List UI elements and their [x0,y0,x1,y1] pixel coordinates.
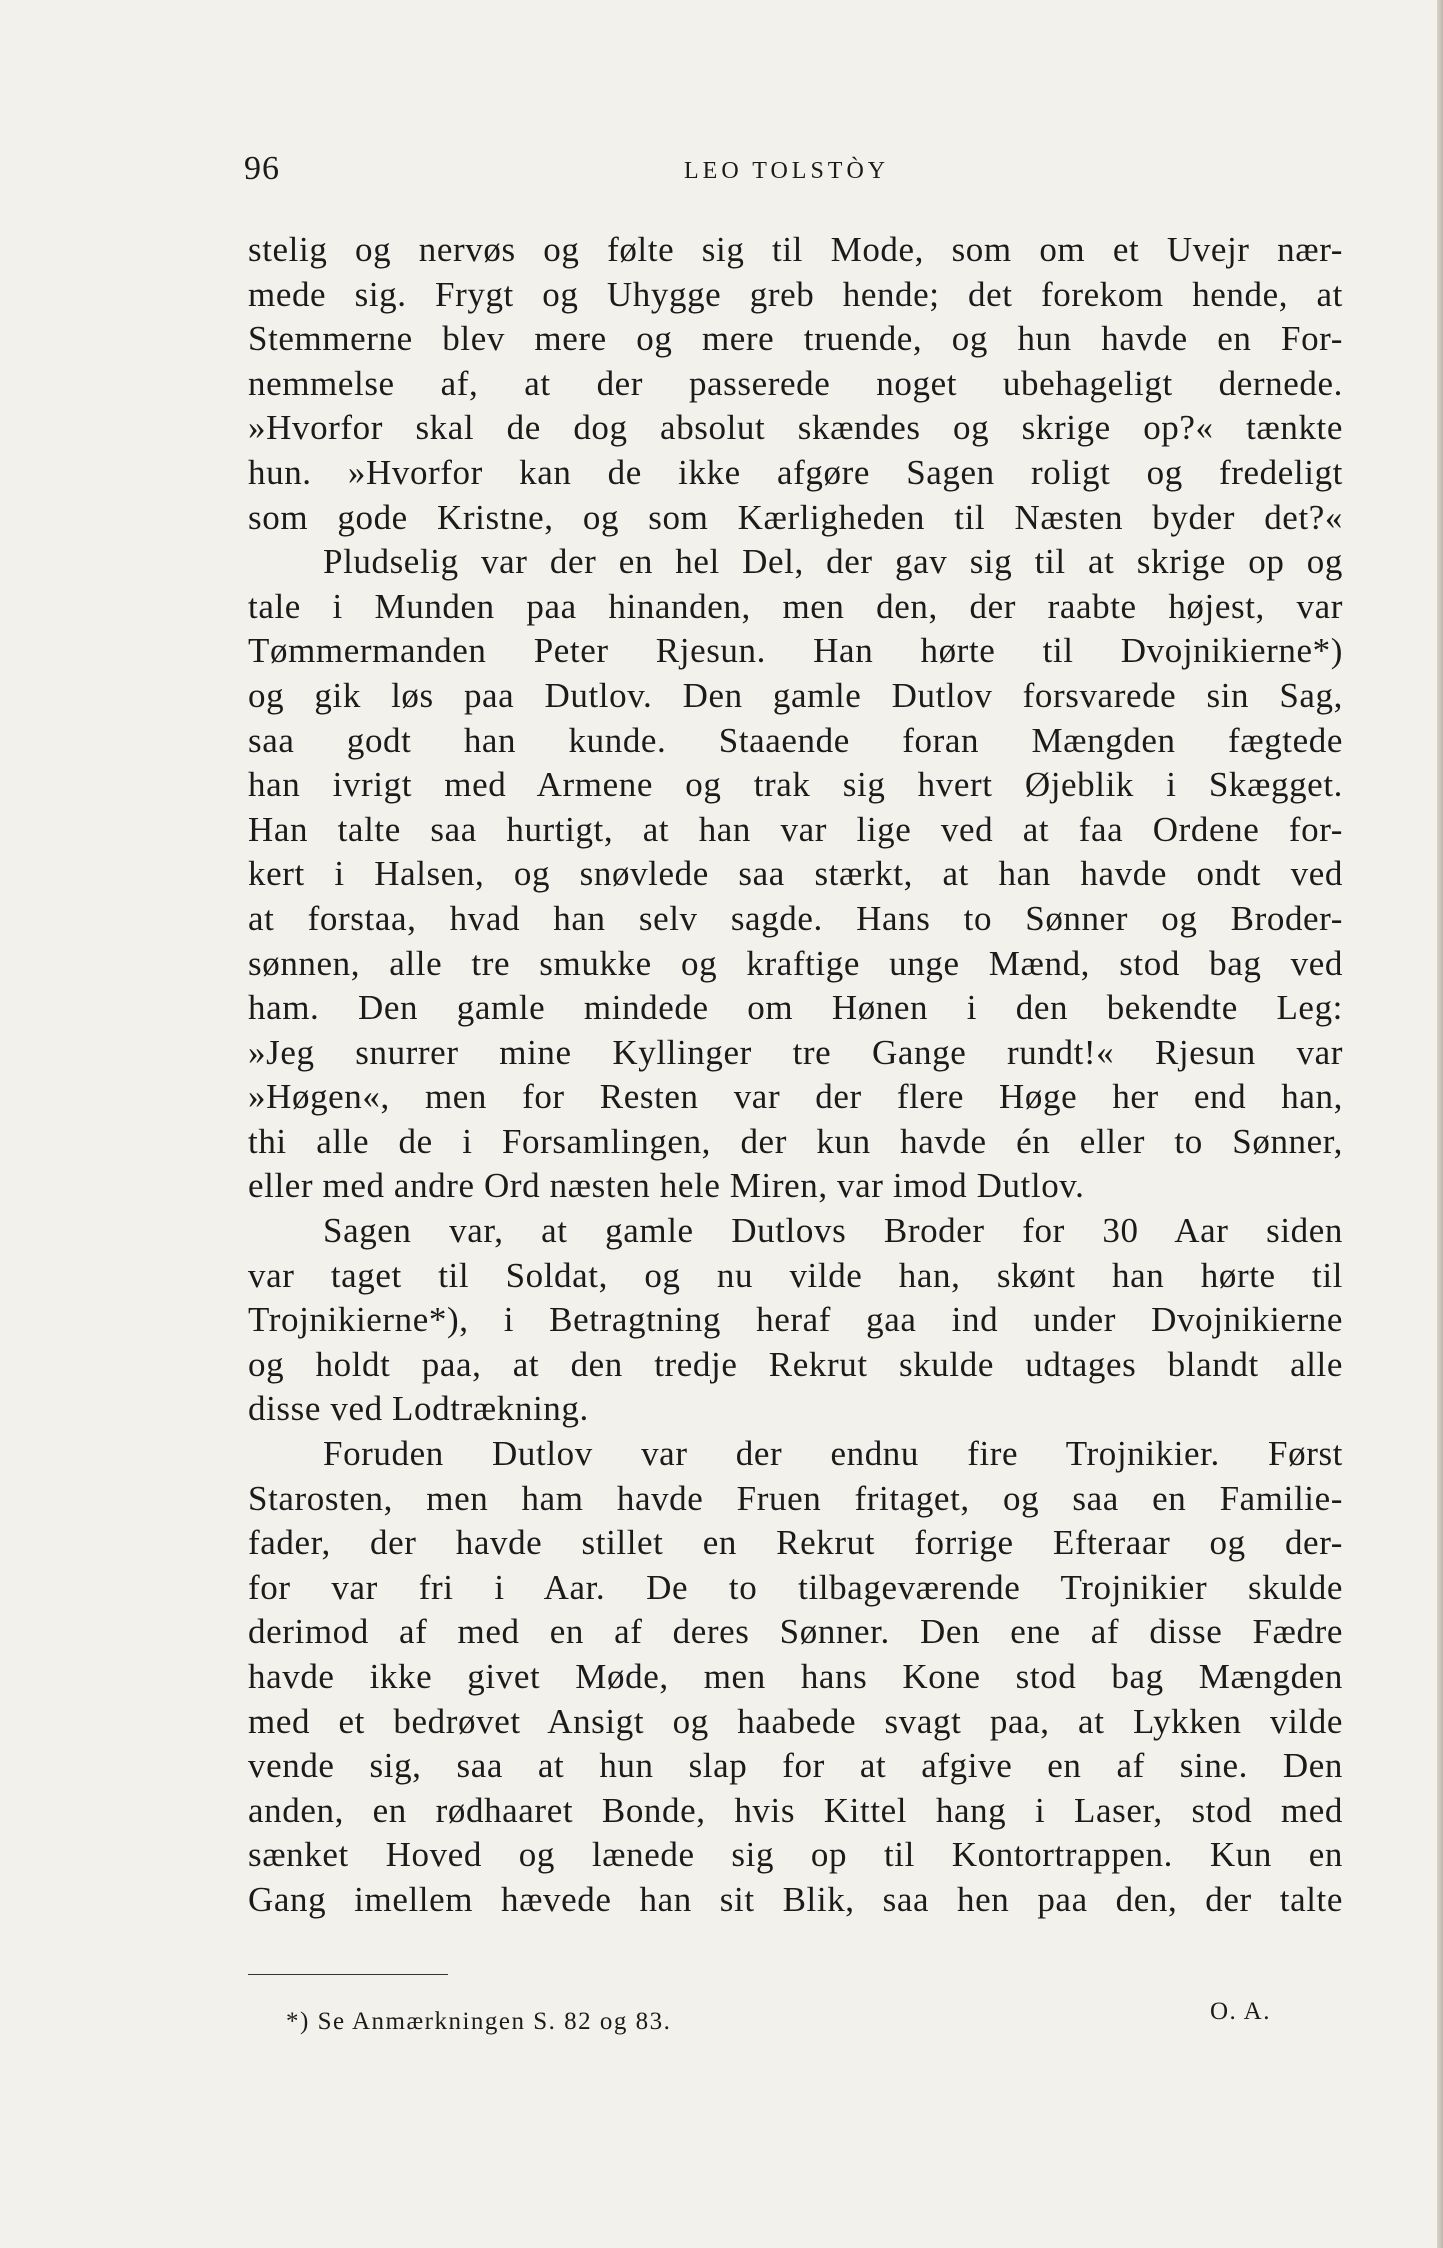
text-line: vende sig, saa at hun slap for at afgive en af sine. Den [248,1746,1343,1786]
text-line: anden, en rødhaaret Bonde, hvis Kittel hang i Laser, stod med [248,1790,1343,1830]
page-number: 96 [244,150,280,187]
text-line: tale i Munden paa hinanden, men den, der raabte højest, var [248,586,1343,626]
text-line: fader, der havde stillet en Rekrut forrige Efteraar og der- [248,1523,1343,1563]
text-line: Sagen var, at gamle Dutlovs Broder for 30 Aar siden [323,1211,1343,1251]
text-line: havde ikke givet Møde, men hans Kone stod bag Mængden [248,1657,1343,1696]
text-line: eller med andre Ord næsten hele Miren, var imod Dutlov. [248,1166,1085,1206]
text-line: og gik løs paa Dutlov. Den gamle Dutlov forsvarede sin Sag, [248,675,1343,715]
text-line: for var fri i Aar. De to tilbageværende Trojnikier skulde [248,1567,1343,1607]
page-edge-shadow [1437,0,1443,2248]
footnote-signature: O. A. [1210,1998,1271,2025]
text-line: han ivrigt med Armene og trak sig hvert Øjeblik i Skægget. [248,765,1343,805]
text-line: Pludselig var der en hel Del, der gav sig til at skrige op og [323,542,1343,582]
text-line: disse ved Lodtrækning. [248,1389,589,1429]
text-line: Tømmermanden Peter Rjesun. Han hørte til Dvojnikierne*) [248,631,1343,671]
text-line: med et bedrøvet Ansigt og haabede svagt paa, at Lykken vilde [248,1701,1343,1741]
text-line: ham. Den gamle mindede om Hønen i den bekendte Leg: [248,988,1343,1028]
text-line: Foruden Dutlov var der endnu fire Trojnikier. Først [323,1434,1343,1474]
text-line: at forstaa, hvad han selv sagde. Hans to Sønner og Broder- [248,898,1343,938]
text-line: »Hvorfor skal de dog absolut skændes og skrige op?« tænkte [248,408,1343,448]
text-line: Gang imellem hævede han sit Blik, saa hen paa den, der talte [248,1879,1343,1919]
text-line: thi alle de i Forsamlingen, der kun havde én eller to Sønner, [248,1121,1343,1161]
footnote-divider [248,1974,448,1975]
text-line: og holdt paa, at den tredje Rekrut skulde udtages blandt alle [248,1344,1343,1384]
text-line: Trojnikierne*), i Betragtning heraf gaa ind under Dvojnikierne [248,1300,1343,1340]
text-line: stelig og nervøs og følte sig til Mode, som om et Uvejr nær- [248,230,1343,269]
text-line: Starosten, men ham havde Fruen fritaget, og saa en Familie- [248,1478,1343,1518]
page-header [244,150,1344,194]
text-line: sænket Hoved og lænede sig op til Kontortrappen. Kun en [248,1835,1343,1875]
text-line: »Jeg snurrer mine Kyllinger tre Gange rundt!« Rjesun var [248,1032,1343,1072]
text-line: hun. »Hvorfor kan de ikke afgøre Sagen roligt og fredeligt [248,452,1343,492]
text-line: var taget til Soldat, og nu vilde han, skønt han hørte til [248,1255,1343,1295]
text-line: som gode Kristne, og som Kærligheden til Næsten byder det?« [248,497,1343,537]
text-line: sønnen, alle tre smukke og kraftige unge Mænd, stod bag ved [248,943,1343,983]
text-line: »Høgen«, men for Resten var der flere Høge her end han, [248,1077,1343,1117]
footnote [286,1998,1316,2038]
text-line: mede sig. Frygt og Uhygge greb hende; det forekom hende, at [248,274,1343,314]
body-text [248,228,1343,1923]
footnote-text: *) Se Anmærkningen S. 82 og 83. [286,2008,672,2035]
running-head: LEO TOLSTÒY [684,158,890,184]
text-line: nemmelse af, at der passerede noget ubehageligt dernede. [248,363,1343,403]
text-line: Stemmerne blev mere og mere truende, og hun havde en For- [248,319,1343,359]
text-line: Han talte saa hurtigt, at han var lige ved at faa Ordene for- [248,809,1343,849]
text-line: kert i Halsen, og snøvlede saa stærkt, at han havde ondt ved [248,854,1343,894]
text-line: saa godt han kunde. Staaende foran Mængden fægtede [248,720,1343,760]
text-line: derimod af med en af deres Sønner. Den ene af disse Fædre [248,1612,1343,1652]
